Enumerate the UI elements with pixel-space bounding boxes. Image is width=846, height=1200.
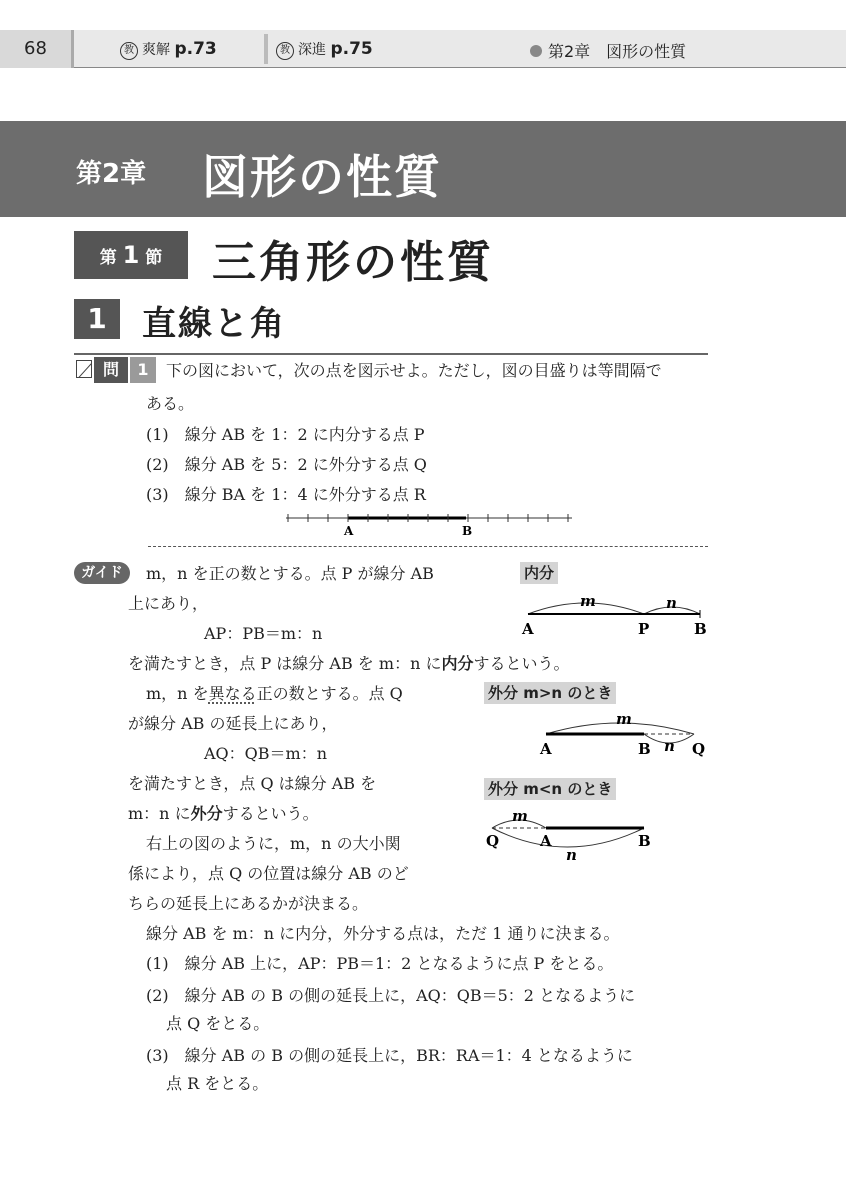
item-number: (3) [146, 485, 169, 504]
label-q: Q [692, 740, 706, 758]
label-a: A [522, 620, 534, 638]
subsection-title: 直線と角 [142, 304, 286, 344]
bullet-icon [530, 45, 542, 57]
item-number: (2) [146, 455, 169, 474]
guide-line: 上にあり， [128, 594, 209, 613]
text: に [425, 654, 442, 673]
guide-line: を満たすとき，点 Q は線分 AB を [128, 774, 377, 793]
label-b: B [638, 740, 651, 758]
label-b: B [462, 524, 473, 538]
internal-division-figure [516, 592, 716, 642]
section-badge [74, 231, 188, 279]
guide-line: 線分 AB を m：n に内分，外分する点は，ただ 1 通りに決まる。 [146, 924, 620, 943]
guide-line: m，n を正の数とする。点 P が線分 AB [146, 564, 434, 583]
label-b: B [638, 832, 651, 850]
label-a: A [344, 524, 354, 538]
header-chapter [530, 39, 686, 62]
reference-label: 深進 [298, 42, 326, 58]
keyword-internal: 内分 [441, 654, 474, 673]
label-q: Q [486, 832, 500, 850]
textbook-badge-icon: 教 [120, 42, 138, 60]
chapter-title: 図形の性質 [202, 150, 442, 204]
header-separator [264, 34, 268, 64]
problem-item-2 [146, 453, 427, 477]
guide-formula: AQ：QB＝m：n [204, 744, 328, 763]
solution-2-cont: 点 Q をとる。 [166, 1014, 270, 1033]
header-rule [0, 67, 846, 68]
reference-page: p.75 [330, 39, 373, 59]
dashed-separator [148, 546, 708, 547]
solution-3-cont: 点 R をとる。 [166, 1074, 269, 1093]
guide-formula: AP：PB＝m：n [204, 624, 323, 643]
label-m: m [616, 710, 632, 728]
problem-item-3 [146, 483, 426, 507]
text: するという。 [222, 804, 319, 823]
item-text: 線分 AB を 5：2 に外分する点 Q [184, 455, 427, 474]
section-suffix: 節 [145, 248, 163, 268]
section-title: 三角形の性質 [212, 237, 494, 288]
chapter-banner [0, 121, 846, 217]
tag-internal: 内分 [520, 562, 558, 584]
chapter-number: 第2章 [76, 159, 147, 189]
label-a: A [540, 740, 552, 758]
section-prefix: 第 [99, 248, 117, 268]
problem-rule [74, 353, 708, 355]
reference-soukai [120, 38, 217, 61]
checkbox-icon [76, 360, 92, 378]
arc-n [492, 828, 644, 847]
section-number: 1 [122, 241, 140, 269]
emphasis-different: 異なる [208, 684, 257, 703]
keyword-external: 外分 [190, 804, 223, 823]
label-a: A [540, 832, 552, 850]
problem-text-line1: 下の図において，次の点を図示せよ。ただし，図の目盛りは等間隔で [166, 361, 662, 380]
label-p: P [638, 620, 650, 638]
problem-label: 問 [94, 357, 128, 383]
text: m：n に [128, 804, 191, 823]
ratio: m：n [378, 654, 421, 673]
subsection-number: 1 [74, 299, 120, 339]
textbook-badge-icon: 教 [276, 42, 294, 60]
guide-line: 右上の図のように，m，n の大小関 [146, 834, 401, 853]
guide-line [146, 682, 403, 706]
guide-line [128, 802, 319, 826]
number-line-figure [280, 508, 580, 540]
tag-external-m-less: 外分 m<n のとき [484, 778, 616, 800]
problem-number: 1 [130, 357, 156, 383]
item-text: 線分 BA を 1：4 に外分する点 R [184, 485, 426, 504]
label-n: n [566, 846, 577, 864]
solution-3: (3) 線分 AB の B の側の延長上に，BR：RA＝1：4 となるように [146, 1046, 633, 1065]
label-n: n [666, 594, 677, 612]
solution-1: (1) 線分 AB 上に，AP：PB＝1：2 となるように点 P をとる。 [146, 954, 614, 973]
text: を満たすとき，点 P は線分 AB を [128, 654, 374, 673]
guide-line: 係により，点 Q の位置は線分 AB のど [128, 864, 409, 883]
guide-line: ちらの延長上にあるかが決まる。 [128, 894, 369, 913]
label-m: m [512, 807, 528, 825]
solution-2: (2) 線分 AB の B の側の延長上に，AQ：QB＝5：2 となるように [146, 986, 636, 1005]
external-division-figure-1 [530, 708, 720, 762]
label-m: m [580, 592, 596, 610]
tag-external-m-greater: 外分 m>n のとき [484, 682, 616, 704]
page-number: 68 [0, 30, 74, 68]
text: 正の数とする。点 Q [256, 684, 403, 703]
item-number: (1) [146, 425, 169, 444]
header-chapter-text: 第2章 図形の性質 [548, 42, 687, 61]
problem-text-line2: ある。 [146, 394, 195, 413]
reference-page: p.73 [174, 39, 217, 59]
problem-item-1 [146, 423, 425, 447]
guide-line: が線分 AB の延長上にあり， [128, 714, 338, 733]
guide-label: ガイド [74, 562, 130, 584]
reference-label: 爽解 [142, 42, 170, 58]
external-division-figure-2 [482, 804, 672, 870]
label-b: B [694, 620, 707, 638]
guide-line [128, 652, 570, 676]
text: m，n を [146, 684, 209, 703]
text: するという。 [473, 654, 570, 673]
label-n: n [664, 737, 675, 755]
item-text: 線分 AB を 1：2 に内分する点 P [184, 425, 425, 444]
reference-shinshin [276, 38, 373, 61]
